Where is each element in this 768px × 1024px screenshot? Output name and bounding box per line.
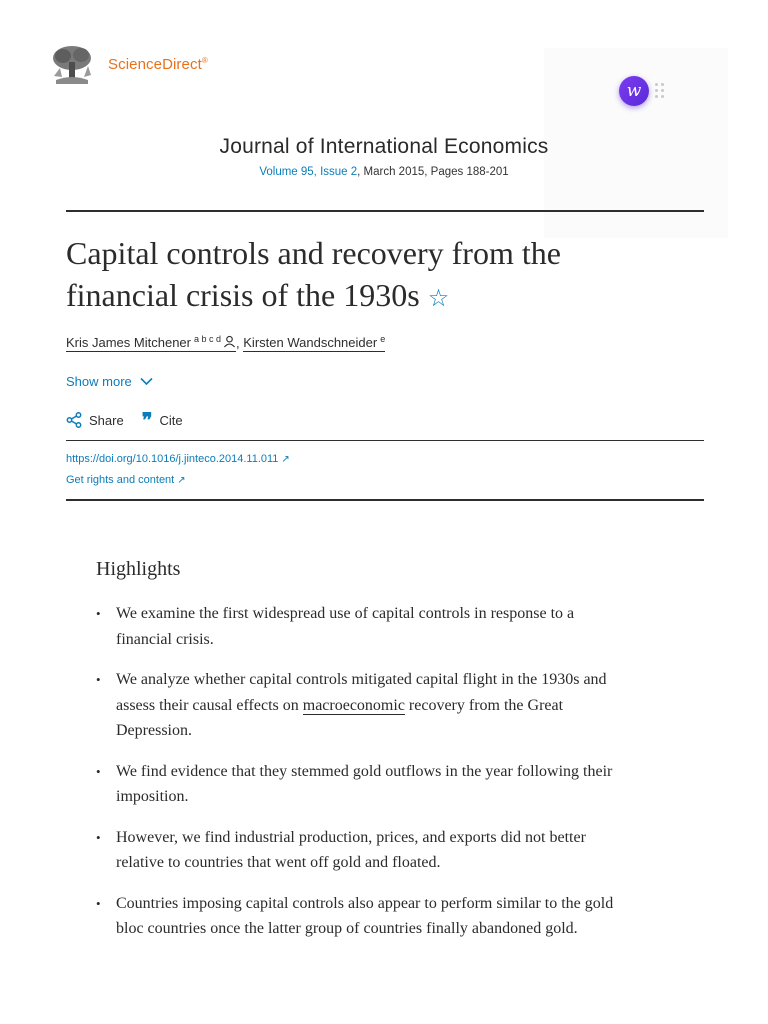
highlight-item: • We find evidence that they stemmed gold outflows in the year following their imposition. — [96, 759, 616, 810]
browser-extension-button[interactable] — [619, 76, 649, 106]
cite-button[interactable] — [141, 408, 183, 432]
extension-letter: w — [626, 81, 642, 101]
divider — [66, 499, 704, 501]
issue-date-pages: , March 2015, Pages 188-201 — [357, 166, 509, 178]
share-button[interactable] — [66, 412, 124, 428]
sciencedirect-logo[interactable] — [50, 44, 208, 84]
author-name: Kris James Mitchener — [66, 335, 191, 351]
highlights-heading: Highlights — [96, 558, 181, 580]
highlight-item: • However, we find industrial production, prices, and exports did not better relative to countries that went off gold and floated. — [96, 825, 616, 876]
favorite-star-icon[interactable]: ☆ — [427, 284, 450, 312]
article-title-text: Capital controls and recovery from the financial crisis of the 1930s — [66, 235, 561, 313]
divider — [66, 440, 704, 441]
author-list — [66, 334, 385, 350]
highlight-item — [96, 667, 616, 744]
author-separator: , — [236, 335, 240, 351]
quote-icon: ❞ — [141, 408, 153, 432]
show-more-button[interactable] — [66, 374, 153, 389]
divider — [66, 210, 704, 212]
article-title — [66, 232, 666, 319]
author-affiliations: a b c d — [193, 334, 222, 344]
author-link[interactable] — [243, 335, 385, 352]
issue-info — [0, 166, 768, 178]
chevron-down-icon — [140, 377, 153, 386]
brand-registered-mark: ® — [201, 55, 208, 65]
cite-label: Cite — [159, 412, 183, 428]
highlight-text: recovery from the Great Depression. — [116, 696, 564, 739]
highlight-item: • We examine the first widespread use of capital controls in response to a financial crisis. — [96, 601, 616, 652]
highlight-text: We analyze whether capital controls mitigated capital flight in the 1930s and assess their causal effects on — [116, 671, 607, 714]
doi-text: https://doi.org/10.1016/j.jinteco.2014.11.011 — [66, 453, 279, 465]
article-actions — [66, 408, 201, 432]
share-icon — [66, 412, 82, 428]
drag-handle-icon[interactable] — [655, 83, 667, 101]
person-icon — [223, 335, 236, 348]
external-link-icon: ↗ — [281, 454, 290, 465]
brand-name: ScienceDirect — [108, 55, 202, 73]
author-link[interactable] — [66, 335, 236, 352]
author-name: Kirsten Wandschneider — [243, 335, 378, 351]
rights-link[interactable] — [66, 474, 186, 486]
highlights-list — [96, 601, 616, 957]
elsevier-tree-icon — [50, 44, 94, 84]
author-affiliations: e — [380, 334, 386, 344]
external-link-icon: ↗ — [177, 475, 186, 486]
volume-issue-link[interactable]: Volume 95, Issue 2 — [259, 166, 358, 178]
doi-link[interactable] — [66, 453, 290, 465]
glossary-term-link[interactable]: macroeconomic — [302, 696, 405, 714]
highlight-item: • Countries imposing capital controls also appear to perform similar to the gold bloc countries once the latter group of countries finally abandoned gold. — [96, 891, 616, 942]
sciencedirect-wordmark — [108, 56, 208, 73]
journal-title[interactable]: Journal of International Economics — [219, 135, 549, 158]
rights-text: Get rights and content — [66, 474, 175, 486]
share-label: Share — [89, 412, 124, 428]
show-more-label: Show more — [66, 374, 132, 389]
